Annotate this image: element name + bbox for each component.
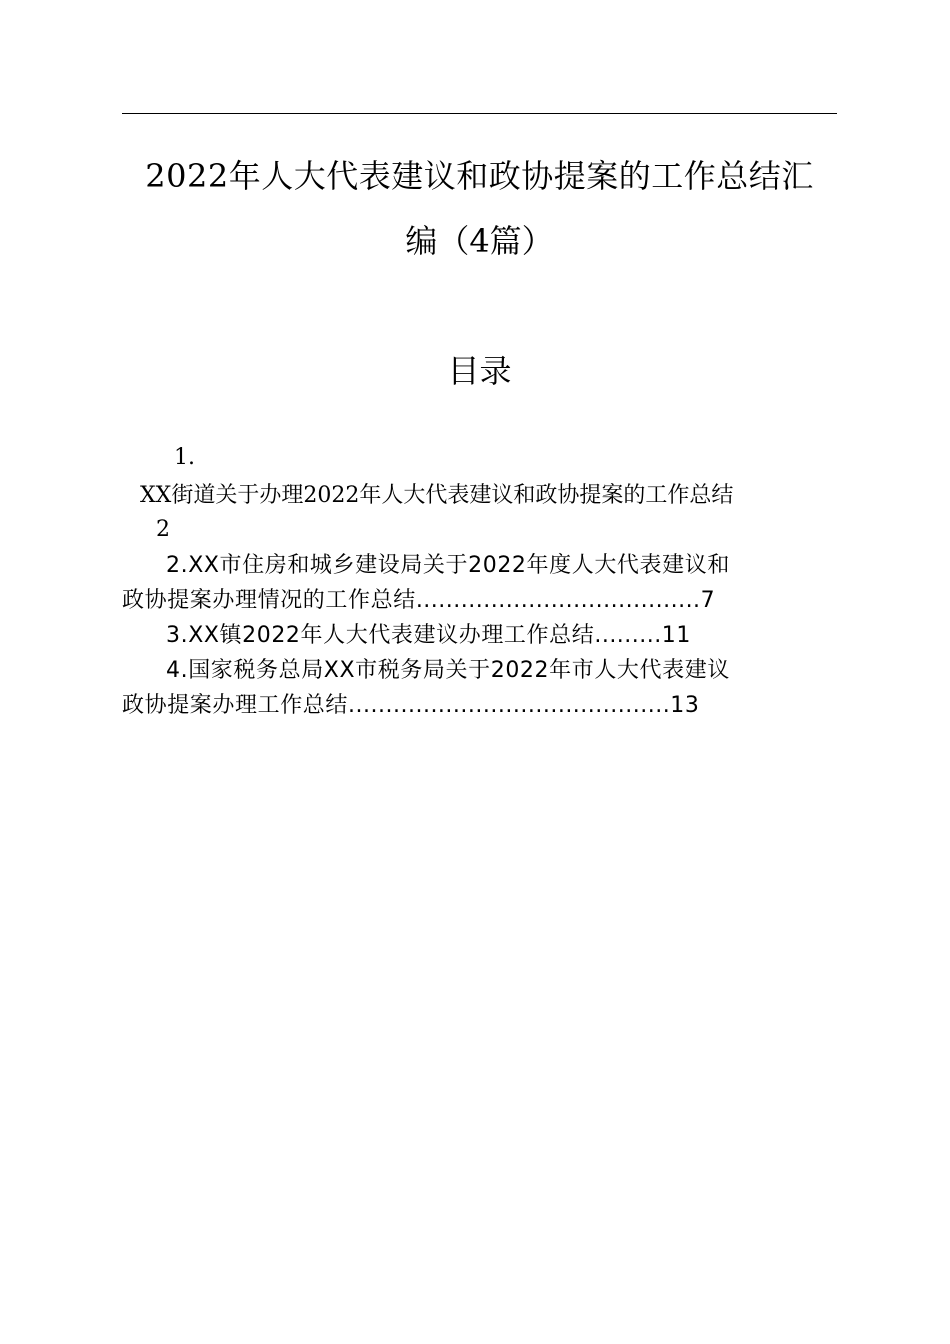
- toc-leader-dots: .........: [594, 623, 662, 648]
- document-title-line-1: 2022年人大代表建议和政协提案的工作总结汇: [145, 157, 814, 195]
- header-rule: [122, 113, 837, 114]
- toc-entry-title-continued[interactable]: [122, 688, 837, 723]
- toc-leader-dots: ...........................................: [348, 693, 671, 718]
- toc-entry-2[interactable]: [122, 548, 837, 618]
- toc-entry-page: 11: [661, 623, 691, 648]
- document-title-line-2: 编（4篇）: [405, 222, 554, 260]
- toc-entry-title[interactable]: 4.国家税务总局XX市税务局关于2022年市人大代表建议: [166, 658, 730, 683]
- toc-entry-title-row[interactable]: [122, 618, 837, 653]
- toc-entry-title: 3.XX镇2022年人大代表建议办理工作总结: [166, 623, 595, 648]
- toc-entry-page: 7: [700, 588, 716, 613]
- toc-entry-3[interactable]: [122, 618, 837, 653]
- toc-entry-page: 13: [670, 693, 700, 718]
- toc-entry-title-continued[interactable]: [122, 583, 837, 618]
- toc-entry-page: 2: [156, 517, 170, 542]
- toc-entry-title[interactable]: XX街道关于办理2022年人大代表建议和政协提案的工作总结: [140, 483, 734, 508]
- toc-entry-title[interactable]: 2.XX市住房和城乡建设局关于2022年度人大代表建议和: [166, 553, 730, 578]
- toc-entry-4[interactable]: [122, 653, 837, 723]
- toc-entry-title-line2: 政协提案办理工作总结: [122, 693, 349, 718]
- toc-entry-title-line2: 政协提案办理情况的工作总结: [122, 588, 416, 613]
- toc-entry-number: 1.: [174, 445, 195, 470]
- toc-leader-dots: ......................................: [415, 588, 701, 613]
- toc-heading: 目录: [447, 352, 512, 390]
